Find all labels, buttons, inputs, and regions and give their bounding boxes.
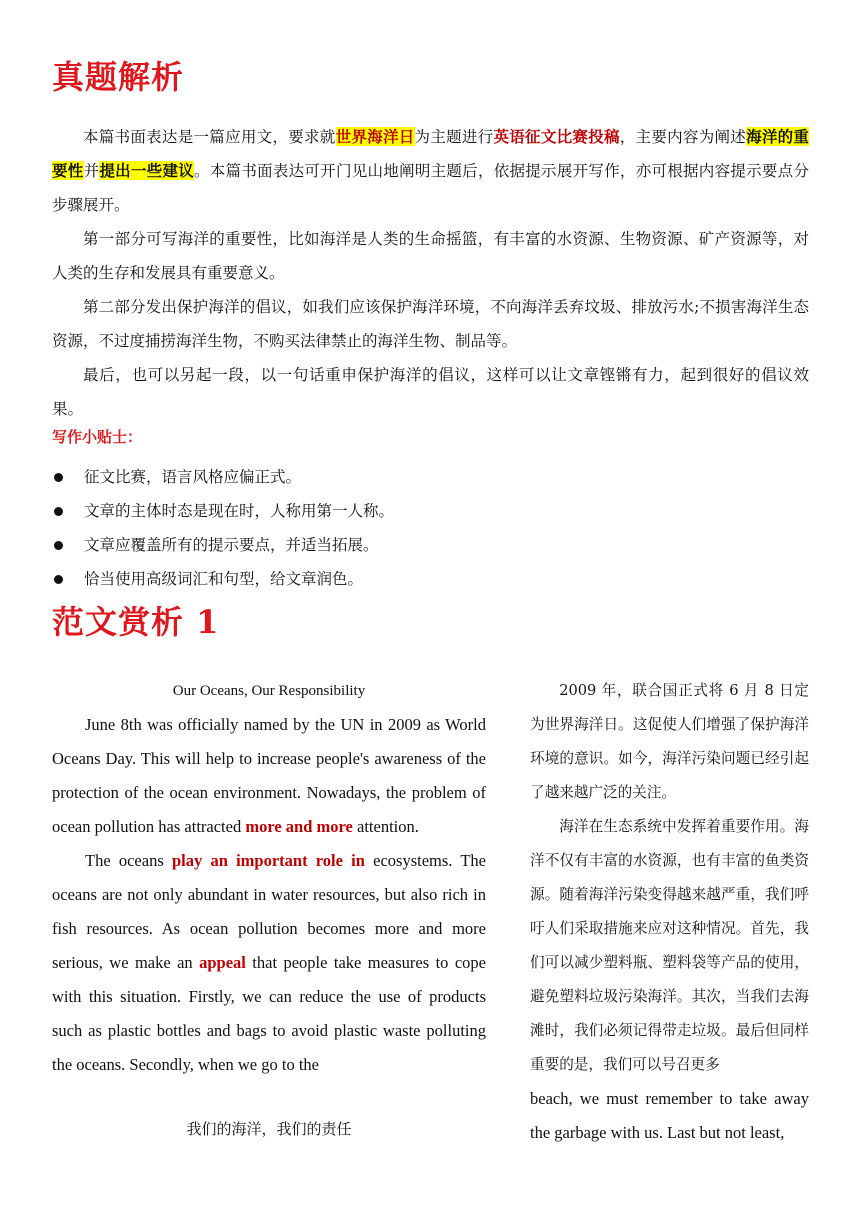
- english-continuation: beach, we must remember to take away the garbage with us. Last but not least,: [530, 1089, 809, 1142]
- analysis-paragraph-4: 最后，也可以另起一段，以一句话重申保护海洋的倡议，这样可以让文章铿锵有力，起到很好的倡议效果。: [52, 366, 809, 418]
- english-paragraph-2: The oceans play an important role in ecosystems. The oceans are not only abundant in water resources, but also rich in fish resources. As ocean pollution becomes more and more serious, we make an appeal that people take measures to cope with this situation. Firstly, we can reduce the use of products such as plastic bottles and bags to avoid plastic waste polluting the oceans. Secondly, when we go to the: [52, 851, 486, 1074]
- tip-item: 恰当使用高级词汇和句型，给文章润色。: [52, 562, 394, 596]
- chinese-translation-column: [530, 674, 809, 1150]
- key-phrase: play an important role in: [171, 851, 365, 870]
- tips-list: [52, 460, 394, 596]
- chinese-essay-title: 我们的海洋，我们的责任: [186, 1120, 352, 1138]
- highlight-importance: 海洋的重要性: [52, 127, 809, 180]
- chinese-paragraph-1: 2009 年，联合国正式将 6 月 8 日定为世界海洋日。这促使人们增强了保护海洋环境的意识。如今，海洋污染问题已经引起了越来越广泛的关注。: [530, 682, 809, 801]
- highlight-ocean-day: 世界海洋日: [335, 127, 415, 146]
- analysis-paragraph-1: 本篇书面表达是一篇应用文，要求就世界海洋日为主题进行英语征文比赛投稿，主要内容为阐述海洋的重要性并提出一些建议。本篇书面表达可开门见山地阐明主题后，依据提示展开写作，亦可根据内容提示要点分步骤展开。: [52, 127, 809, 214]
- highlight-essay-contest: 英语征文比赛投稿: [493, 127, 620, 146]
- analysis-paragraph-3: 第二部分发出保护海洋的倡议，如我们应该保护海洋环境，不向海洋丢弃坟圾、排放污水;不损害海洋生态资源，不过度捕捞海洋生物，不购买法律禁止的海洋生物、制品等。: [52, 298, 809, 350]
- tip-item: 文章应覆盖所有的提示要点，并适当拓展。: [52, 528, 394, 562]
- english-essay-title: Our Oceans, Our Responsibility: [172, 683, 366, 699]
- bullet-icon: [54, 575, 63, 584]
- highlight-suggestions: 提出一些建议: [99, 161, 194, 180]
- section-title-analysis: 真题解析: [52, 58, 185, 96]
- section-title-sample: 范文赏析 1: [52, 603, 220, 641]
- tip-item: 文章的主体时态是现在时，人称用第一人称。: [52, 494, 394, 528]
- analysis-paragraph-2: 第一部分可写海洋的重要性，比如海洋是人类的生命摇篮，有丰富的水资源、生物资源、矿产资源等，对人类的生存和发展具有重要意义。: [52, 230, 809, 282]
- tips-title: 写作小贴士：: [52, 428, 143, 446]
- english-paragraph-1: June 8th was officially named by the UN in 2009 as World Oceans Day. This will help to increase people's awareness of the protection of the ocean environment. Nowadays, the problem of ocean pollution has attracted more and more attention.: [52, 715, 486, 836]
- english-essay-column: [52, 674, 486, 1082]
- key-phrase: more and more: [245, 817, 353, 836]
- bullet-icon: [54, 507, 63, 516]
- bullet-icon: [54, 541, 63, 550]
- chinese-paragraph-2: 海洋在生态系统中发挥着重要作用。海洋不仅有丰富的水资源，也有丰富的鱼类资源。随着海洋污染变得越来越严重，我们呼吁人们采取措施来应对这种情况。首先，我们可以减少塑料瓶、塑料袋等产品的使用，避免塑料垃圾污染海洋。其次，当我们去海滩时，我们必须记得带走垃圾。最后但同样重要的是，我们可以号召更多: [530, 818, 809, 1073]
- key-phrase: appeal: [199, 953, 246, 972]
- tip-item: 征文比赛，语言风格应偏正式。: [52, 460, 394, 494]
- bullet-icon: [54, 473, 63, 482]
